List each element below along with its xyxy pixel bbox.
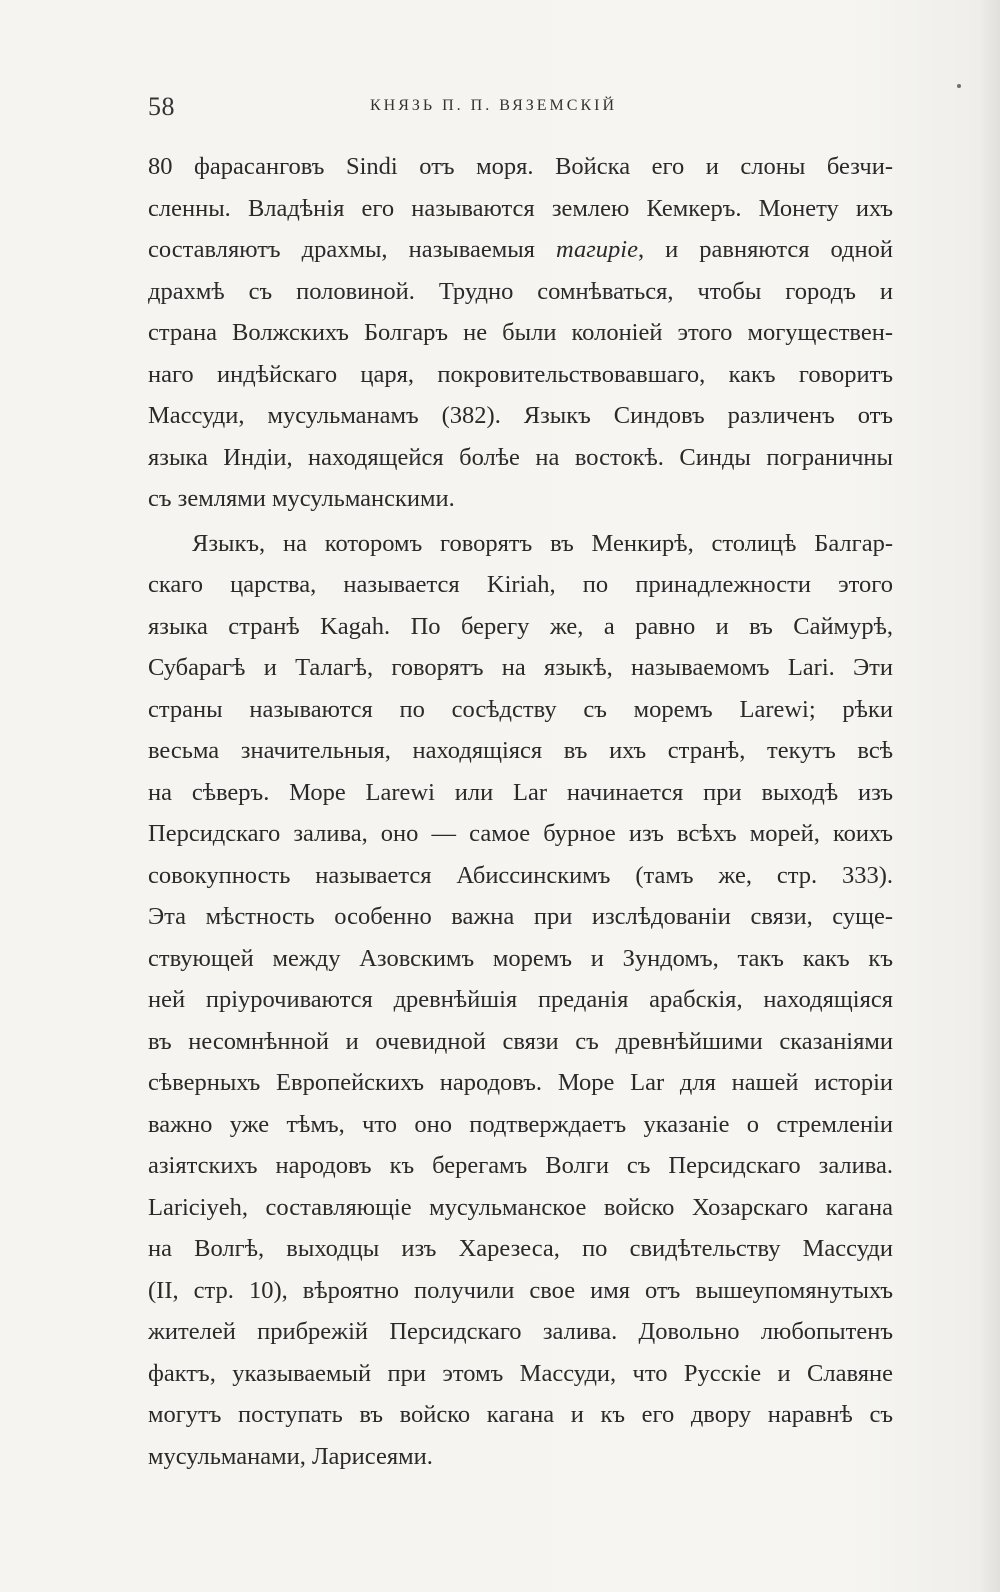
- text-line: Субарагѣ и Талагѣ, говорятъ на языкѣ, называемомъ Lari. Эти: [148, 654, 893, 681]
- text-line: съ землями мусульманскими.: [148, 485, 455, 512]
- text-line: весьма значительныя, находящіяся въ ихъ странѣ, текутъ всѣ: [148, 737, 893, 764]
- italic-term: тагиріе: [555, 236, 638, 263]
- text-segment: составляютъ драхмы, называемыя: [148, 236, 556, 263]
- text-line: языка странѣ Kagah. По берегу же, а равно и въ Саймурѣ,: [148, 612, 893, 640]
- text-line: скаго царства, называется Kiriah, по принадлежности этого: [148, 571, 893, 598]
- text-line: сленны. Владѣнія его называются землею Кемкеръ. Монету ихъ: [148, 194, 893, 222]
- text-line: важно уже тѣмъ, что оно подтверждаетъ указаніе о стремленіи: [148, 1110, 893, 1138]
- running-title: КНЯЗЬ П. П. ВЯЗЕМСКІЙ: [370, 97, 617, 114]
- text-line: Эта мѣстность особенно важна при изслѣдованіи связи, суще-: [148, 903, 893, 930]
- running-head: [148, 92, 908, 122]
- text-line: драхмѣ съ половиной. Трудно сомнѣваться, чтобы городъ и: [148, 277, 893, 305]
- text-line: [148, 229, 893, 271]
- page-number: 58: [148, 92, 175, 121]
- text-line: на сѣверъ. Море Larewi или Lar начинается при выходѣ изъ: [148, 778, 893, 806]
- text-line: Персидскаго залива, оно — самое бурное изъ всѣхъ морей, коихъ: [148, 820, 893, 847]
- text-line: 80 фарасанговъ Sindi отъ моря. Войска его и слоны безчи-: [148, 153, 893, 180]
- text-line: сѣверныхъ Европейскихъ народовъ. Море Lar для нашей исторіи: [148, 1069, 893, 1096]
- paragraph-2: [148, 523, 893, 1478]
- paragraph-1: [148, 146, 893, 520]
- text-line: страны называются по сосѣдству съ моремъ Larewi; рѣки: [148, 695, 893, 723]
- page-edge-shadow: [978, 0, 1000, 1592]
- text-line: Lariciyeh, составляющіе мусульманское войско Хозарскаго кагана: [148, 1193, 893, 1221]
- text-line: фактъ, указываемый при этомъ Массуди, что Русскіе и Славяне: [148, 1359, 893, 1387]
- text-line: (II, стр. 10), вѣроятно получили свое имя отъ вышеупомянутыхъ: [148, 1276, 893, 1304]
- text-line: страна Волжскихъ Болгаръ не были колоніей этого могуществен-: [148, 319, 893, 346]
- text-line: азіятскихъ народовъ къ берегамъ Волги съ Персидскаго залива.: [148, 1152, 893, 1179]
- text-line: языка Индіи, находящейся болѣе на востокѣ. Синды пограничны: [148, 443, 893, 471]
- text-line: совокупность называется Абиссинскимъ (тамъ же, стр. 333).: [148, 861, 893, 889]
- paper-speck: [957, 84, 961, 88]
- text-line: жителей прибрежій Персидскаго залива. Довольно любопытенъ: [148, 1318, 893, 1345]
- text-line: мусульманами, Ларисеями.: [148, 1442, 433, 1470]
- text-line: Языкъ, на которомъ говорятъ въ Менкирѣ, столицѣ Балгар-: [192, 529, 893, 557]
- text-line: Массуди, мусульманамъ (382). Языкъ Синдовъ различенъ отъ: [148, 402, 893, 429]
- text-segment: , и равняются одной: [637, 236, 893, 263]
- text-line: могутъ поступать въ войско кагана и къ его двору наравнѣ съ: [148, 1401, 893, 1428]
- body-text: [148, 146, 893, 1477]
- text-line: въ несомнѣнной и очевидной связи съ древнѣйшими сказаніями: [148, 1027, 893, 1055]
- text-line: ней пріурочиваются древнѣйшія преданія арабскія, находящіяся: [148, 986, 893, 1013]
- text-line: наго индѣйскаго царя, покровительствовавшаго, какъ говоритъ: [148, 360, 893, 388]
- text-line: на Волгѣ, выходцы изъ Харезеса, по свидѣтельству Массуди: [148, 1235, 893, 1262]
- text-line: ствующей между Азовскимъ моремъ и Зундомъ, такъ какъ къ: [148, 944, 893, 972]
